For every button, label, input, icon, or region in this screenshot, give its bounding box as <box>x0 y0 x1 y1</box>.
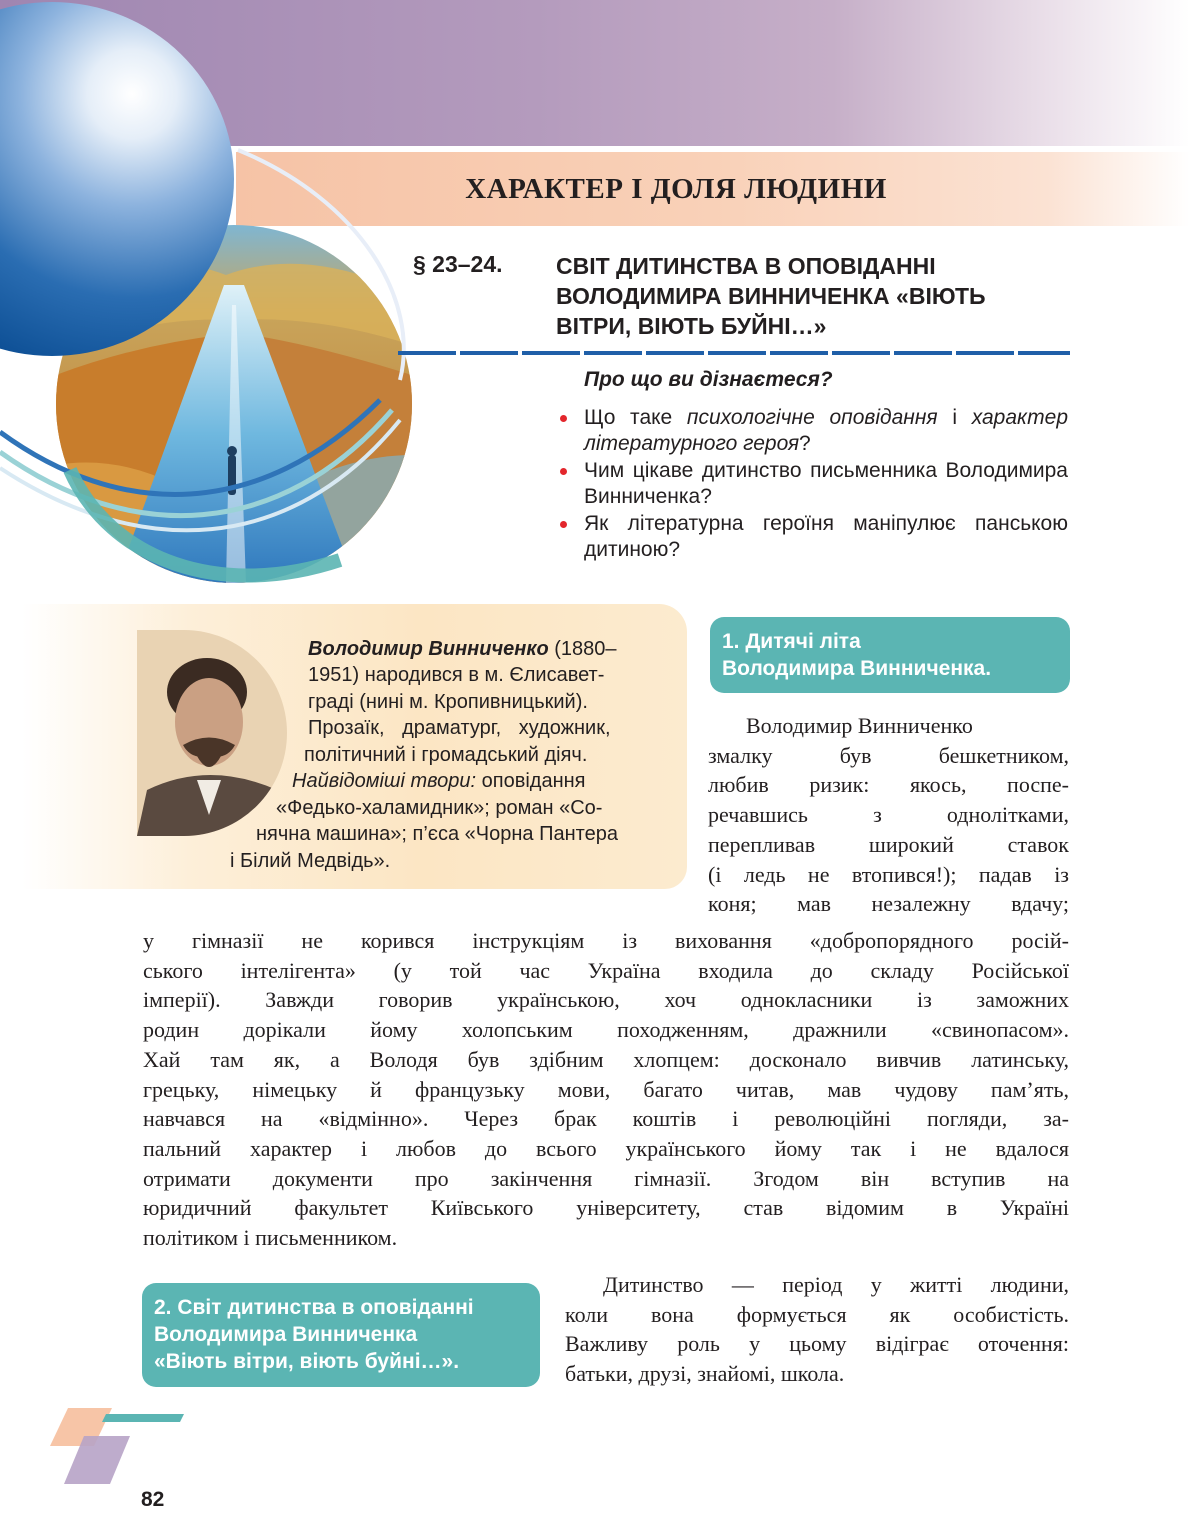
section-number: § 23–24. <box>413 251 503 277</box>
bio-line: Найвідоміші твори: оповідання <box>292 770 586 792</box>
text-line: речавшись з однолітками, <box>708 802 1069 828</box>
text-line: Володимир Винниченко <box>746 713 973 738</box>
text-line: у гімназії не корився інструкціям із виховання «добропорядного росій- <box>143 928 1069 953</box>
bio-line: 1951) народився в м. Єлисавет- <box>308 664 605 686</box>
page-number: 82 <box>141 1488 165 1511</box>
learn-heading: Про що ви дізнаєтеся? <box>584 368 833 391</box>
text-line: грецьку, німецьку й французьку мови, багато читав, мав чудову пам’ять, <box>143 1076 1069 1102</box>
section-1-heading-line: 1. Дитячі літа <box>722 630 861 653</box>
text-line: коли вона формується як особистість. <box>565 1301 1069 1327</box>
text-line: Хай там як, а Володя був здібним хлопцем: досконало вивчив латинську, <box>143 1046 1069 1072</box>
section-title-line: ВОЛОДИМИРА ВИННИЧЕНКА «ВІЮТЬ <box>556 283 986 309</box>
chapter-title: ХАРАКТЕР І ДОЛЯ ЛЮДИНИ <box>465 173 887 205</box>
text-line: родин дорікали йому холопським походженням, дражнили «свинопасом». <box>143 1017 1069 1043</box>
text-line: коня; мав незалежну вдачу; <box>708 891 1069 917</box>
section-title-line: СВІТ ДИТИНСТВА В ОПОВІДАННІ <box>556 253 936 279</box>
section-2-heading-line: Володимира Винниченка <box>154 1323 418 1346</box>
text-line: отримати документи про закінчення гімназії. Згодом він вступив на <box>143 1165 1069 1191</box>
learn-list <box>556 405 1068 564</box>
bio-line: нячна машина»; п’єса «Чорна Пантера <box>256 823 618 845</box>
section-1-heading <box>710 617 1070 693</box>
bio-line: Володимир Винниченко (1880– <box>308 638 617 660</box>
text-line: змалку був бешкетником, <box>708 742 1069 768</box>
footer-decor <box>50 1408 190 1488</box>
learn-item: Як літературна героїня маніпулює панською дитиною? <box>556 511 1068 563</box>
text-line: політиком і письменником. <box>143 1225 398 1251</box>
section-title <box>556 251 1056 341</box>
learn-item: Що таке психологічне оповідання і характер літературного героя? <box>556 405 1068 457</box>
text-line: пальний характер і любов до всього українського йому так і не вдалося <box>143 1135 1069 1161</box>
section-2-heading-line: «Віють вітри, віють буйні…». <box>154 1350 460 1373</box>
text-line: Дитинство — період у житті людини, <box>603 1272 1069 1297</box>
text-line: юридичний факультет Київського університету, став відомим в Україні <box>143 1195 1069 1221</box>
section-2-heading <box>142 1283 540 1387</box>
bio-line: Прозаїк, драматург, художник, <box>308 717 611 739</box>
body-right-column <box>708 711 1069 919</box>
text-line: імперії). Завжди говорив українською, хоч однокласники із заможних <box>143 987 1069 1013</box>
text-line: (і ледь не втопився!); падав із <box>708 861 1069 887</box>
bio-line: граді (нині м. Кропивницький). <box>308 691 588 713</box>
section-1-heading-line: Володимира Винниченка. <box>722 657 992 680</box>
text-line: перепливав широкий ставок <box>708 831 1069 857</box>
section-title-line: ВІТРИ, ВІЮТЬ БУЙНІ…» <box>556 313 827 339</box>
decor-rings <box>0 0 420 600</box>
childhood-paragraph <box>565 1270 1069 1389</box>
text-line: навчався на «відмінно». Через брак коштів і революційні погляди, за- <box>143 1106 1069 1132</box>
section-2-heading-line: 2. Світ дитинства в оповіданні <box>154 1296 474 1319</box>
bio-line: політичний і громадський діяч. <box>304 744 588 766</box>
bio-line: і Білий Медвідь». <box>230 850 391 872</box>
text-line: любив ризик: якось, поспе- <box>708 772 1069 798</box>
body-paragraph <box>143 926 1069 1253</box>
learn-item: Чим цікаве дитинство письменника Володимира Винниченка? <box>556 458 1068 510</box>
dashed-divider <box>398 349 1070 357</box>
text-line: ського інтелігента» (у той час Україна входила до складу Російської <box>143 957 1069 983</box>
bio-line: «Федько-халамидник»; роман «Со- <box>276 797 603 819</box>
text-line: Важливу роль у цьому відіграє оточення: <box>565 1331 1069 1357</box>
text-line: батьки, друзі, знайомі, школа. <box>565 1361 845 1387</box>
